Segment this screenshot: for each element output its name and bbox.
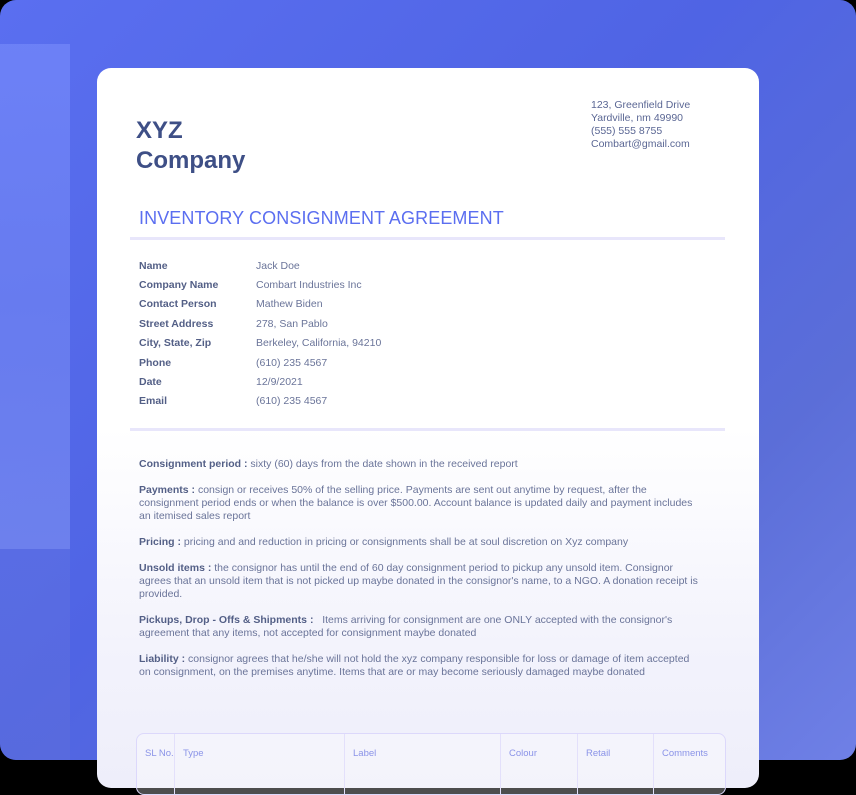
term-text: the consignor has until the end of 60 day consignment period to pickup any unsold item. Consignor agrees that an unsold item that is not picked up maybe donated in the consignor's name, to a NGO. A donation receipt is provided.	[139, 562, 698, 600]
info-label: Company Name	[139, 279, 219, 292]
info-row-city-state-zip	[139, 334, 381, 353]
info-label: Name	[139, 259, 168, 272]
table-header-retail: Retail	[578, 734, 654, 794]
info-value: Mathew Biden	[256, 298, 323, 311]
address-email: Combart@gmail.com	[591, 138, 690, 150]
info-divider	[130, 428, 725, 431]
info-label: City, State, Zip	[139, 337, 212, 350]
table-header-sl-no: SL No.	[137, 734, 175, 794]
company-name-line1: XYZ	[136, 117, 183, 144]
info-row-phone	[139, 353, 381, 372]
info-value: Combart Industries Inc	[256, 279, 362, 292]
company-address	[591, 99, 690, 151]
term-label: Unsold items :	[139, 562, 212, 574]
term-unsold-items	[139, 562, 699, 601]
info-row-name	[139, 256, 381, 275]
term-payments	[139, 484, 699, 523]
table-header-colour: Colour	[501, 734, 578, 794]
background-band-lower	[0, 549, 70, 760]
info-value: (610) 235 4567	[256, 356, 328, 369]
info-row-date	[139, 372, 381, 391]
background-band	[0, 44, 70, 549]
info-row-email	[139, 392, 381, 411]
term-pickups-shipments	[139, 614, 699, 640]
items-table	[136, 733, 726, 795]
title-divider	[130, 237, 725, 240]
info-row-street-address	[139, 314, 381, 333]
info-row-contact-person	[139, 295, 381, 314]
table-header-comments: Comments	[662, 748, 708, 759]
table-header-label: Label	[345, 734, 501, 794]
term-text: consignor agrees that he/she will not hold the xyz company responsible for loss or damage of item accepted on consignment, on the premises anytime. Items that are or may become seriously damaged maybe donated	[139, 653, 690, 678]
address-city: Yardville, nm 49990	[591, 112, 684, 124]
term-label: Consignment period :	[139, 458, 248, 470]
term-label: Pricing :	[139, 536, 182, 548]
info-section	[139, 256, 381, 411]
info-row-company-name	[139, 275, 381, 294]
term-label: Payments :	[139, 484, 196, 496]
term-consignment-period	[139, 458, 699, 471]
document-title: INVENTORY CONSIGNMENT AGREEMENT	[139, 208, 504, 228]
info-value: 278, San Pablo	[256, 317, 328, 330]
info-value: Berkeley, California, 94210	[256, 337, 382, 350]
info-label: Street Address	[139, 317, 214, 330]
info-label: Email	[139, 395, 168, 408]
address-street: 123, Greenfield Drive	[591, 99, 691, 111]
info-label: Phone	[139, 356, 172, 369]
info-value: (610) 235 4567	[256, 395, 328, 408]
term-label: Pickups, Drop - Offs & Shipments :	[139, 614, 314, 626]
document-card	[97, 68, 759, 788]
term-text: sixty (60) days from the date shown in the received report	[247, 458, 518, 470]
info-label: Date	[139, 376, 162, 389]
term-text: Items arriving for consignment are one ONLY accepted with the consignor's agreement that any items, not accepted for consignment maybe donated	[139, 614, 676, 639]
info-value: Jack Doe	[256, 259, 300, 272]
info-value: 12/9/2021	[256, 376, 303, 389]
term-text: consign or receives 50% of the selling price. Payments are sent out anytime by request, after the consignment period ends or when the balance is over $500.00. Account balance is updated daily and payment includes an itemised sales report	[139, 484, 693, 522]
term-text: pricing and and reduction in pricing or consignments shall be at soul discretion on Xyz company	[181, 536, 629, 548]
term-label: Liability :	[139, 653, 186, 665]
company-name	[136, 116, 245, 176]
address-phone: (555) 555 8755	[591, 125, 663, 137]
terms-section	[139, 458, 699, 692]
info-label: Contact Person	[139, 298, 217, 311]
table-header-type: Type	[175, 734, 345, 794]
company-name-line2: Company	[136, 147, 246, 174]
term-pricing	[139, 536, 699, 549]
term-liability	[139, 653, 699, 679]
